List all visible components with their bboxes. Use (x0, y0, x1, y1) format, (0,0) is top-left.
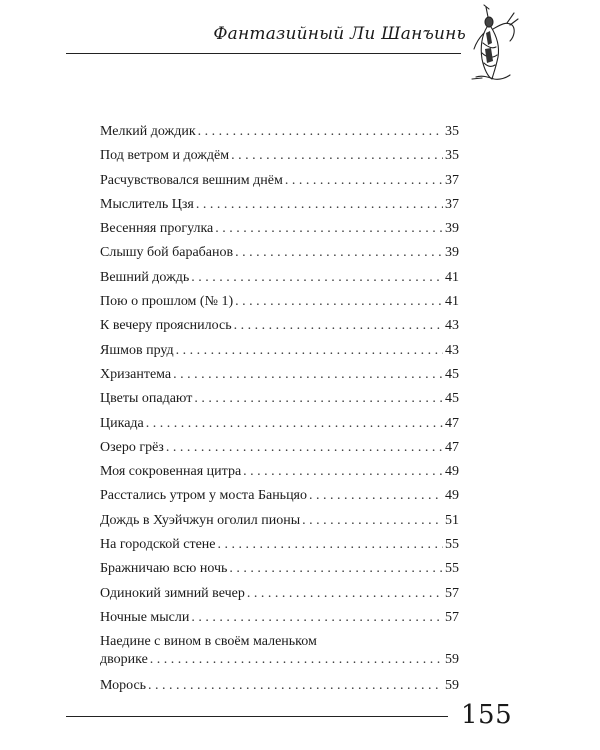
toc-entry-title: Одинокий зимний вечер (100, 585, 245, 601)
toc-leader-dots (194, 390, 443, 408)
toc-entry-title: Расчувствовался вешним днём (100, 172, 283, 188)
toc-entry-title: дворике (100, 652, 148, 668)
toc-entry[interactable] (100, 560, 459, 584)
toc-entry[interactable] (100, 293, 459, 317)
toc-entry[interactable] (100, 220, 459, 244)
toc-entry-title: Озеро грёз (100, 439, 164, 455)
toc-entry-page: 57 (445, 585, 459, 601)
header-rule (66, 53, 461, 54)
toc-entry[interactable] (100, 366, 459, 390)
toc-entry[interactable] (100, 147, 459, 171)
toc-leader-dots (231, 147, 443, 165)
toc-entry-title: Слышу бой барабанов (100, 245, 234, 261)
toc-leader-dots (146, 415, 443, 433)
toc-leader-dots (247, 585, 443, 603)
toc-entry-page: 49 (445, 464, 459, 480)
toc-leader-dots (166, 439, 443, 457)
toc-entry-title: Мелкий дождик (100, 124, 196, 139)
toc-leader-dots (309, 487, 443, 505)
toc-entry-title: Ночные мысли (100, 609, 190, 625)
toc-entry[interactable] (100, 609, 459, 633)
toc-entry[interactable] (100, 439, 459, 463)
toc-leader-dots (235, 244, 443, 262)
toc-entry[interactable] (100, 677, 459, 701)
toc-entry-page: 51 (445, 512, 459, 528)
toc-leader-dots (243, 463, 443, 481)
toc-entry[interactable] (100, 172, 459, 196)
toc-entry-title: Мыслитель Цзя (100, 196, 194, 212)
toc-entry[interactable] (100, 463, 459, 487)
toc-entry[interactable] (100, 196, 459, 220)
table-of-contents (100, 123, 459, 702)
toc-entry-page: 35 (445, 148, 459, 164)
toc-entry[interactable] (100, 633, 459, 677)
toc-entry-title: Бражничаю всю ночь (100, 561, 228, 577)
toc-entry-page: 43 (445, 318, 459, 334)
toc-leader-dots (218, 536, 444, 554)
toc-entry-page: 43 (445, 342, 459, 358)
toc-leader-dots (148, 677, 443, 695)
toc-entry-page: 55 (445, 537, 459, 553)
toc-leader-dots (302, 512, 443, 530)
toc-entry-page: 47 (445, 415, 459, 431)
toc-leader-dots (173, 366, 443, 384)
toc-entry[interactable] (100, 269, 459, 293)
toc-entry[interactable] (100, 342, 459, 366)
toc-entry-title: Расстались утром у моста Баньцяо (100, 488, 307, 504)
toc-entry-page: 37 (445, 172, 459, 188)
toc-entry[interactable] (100, 317, 459, 341)
toc-entry-page: 49 (445, 488, 459, 504)
toc-entry[interactable] (100, 415, 459, 439)
toc-entry-page: 41 (445, 269, 459, 285)
toc-entry-title: Цветы опадают (100, 391, 193, 407)
toc-entry-page: 47 (445, 439, 459, 455)
dancer-illustration-icon (462, 3, 520, 81)
toc-entry-title: На городской стене (100, 537, 216, 553)
toc-entry-page: 57 (445, 609, 459, 625)
toc-entry-page: 45 (445, 391, 459, 407)
toc-entry[interactable] (100, 536, 459, 560)
toc-entry[interactable] (100, 244, 459, 268)
toc-entry-page: 39 (445, 245, 459, 261)
toc-entry[interactable] (100, 585, 459, 609)
page-number: 155 (461, 700, 513, 730)
toc-leader-dots (191, 609, 443, 627)
toc-entry-title: Морось (100, 678, 147, 694)
toc-entry-title: Яшмов пруд (100, 342, 174, 358)
toc-leader-dots (215, 220, 443, 238)
toc-leader-dots (198, 123, 443, 141)
toc-entry-page: 55 (445, 561, 459, 577)
toc-entry-title: Пою о прошлом (№ 1) (100, 294, 234, 310)
running-header-title: Фантазийный Ли Шанъинь (213, 24, 466, 44)
toc-leader-dots (285, 172, 443, 190)
toc-entry-title: К вечеру прояснилось (100, 318, 232, 334)
toc-entry[interactable] (100, 390, 459, 414)
toc-entry-page: 59 (445, 652, 459, 668)
toc-entry-page: 59 (445, 678, 459, 694)
toc-leader-dots (191, 269, 443, 287)
toc-entry-page: 37 (445, 196, 459, 212)
toc-entry-title: Вешний дождь (100, 269, 190, 285)
toc-entry-title: Хризантема (100, 366, 172, 382)
toc-leader-dots (234, 317, 443, 335)
toc-entry[interactable] (100, 512, 459, 536)
toc-leader-dots (229, 560, 443, 578)
toc-entry-title: Моя сокровенная цитра (100, 464, 242, 480)
toc-leader-dots (176, 342, 443, 360)
toc-entry-title: Весенняя прогулка (100, 221, 214, 237)
toc-entry[interactable] (100, 123, 459, 147)
toc-entry-page: 39 (445, 221, 459, 237)
toc-entry-title-line1: Наедине с вином в своём маленьком (100, 634, 317, 650)
toc-entry-title: Под ветром и дождём (100, 148, 230, 164)
toc-leader-dots (196, 196, 443, 214)
toc-entry-title: Цикада (100, 415, 144, 431)
footer-rule (66, 716, 448, 717)
toc-entry-title: Дождь в Хуэйчжун оголил пионы (100, 512, 301, 528)
toc-leader-dots (150, 651, 443, 669)
toc-leader-dots (235, 293, 443, 311)
toc-entry[interactable] (100, 487, 459, 511)
toc-entry-page: 45 (445, 366, 459, 382)
toc-entry-page: 41 (445, 294, 459, 310)
toc-entry-page: 35 (445, 124, 459, 139)
